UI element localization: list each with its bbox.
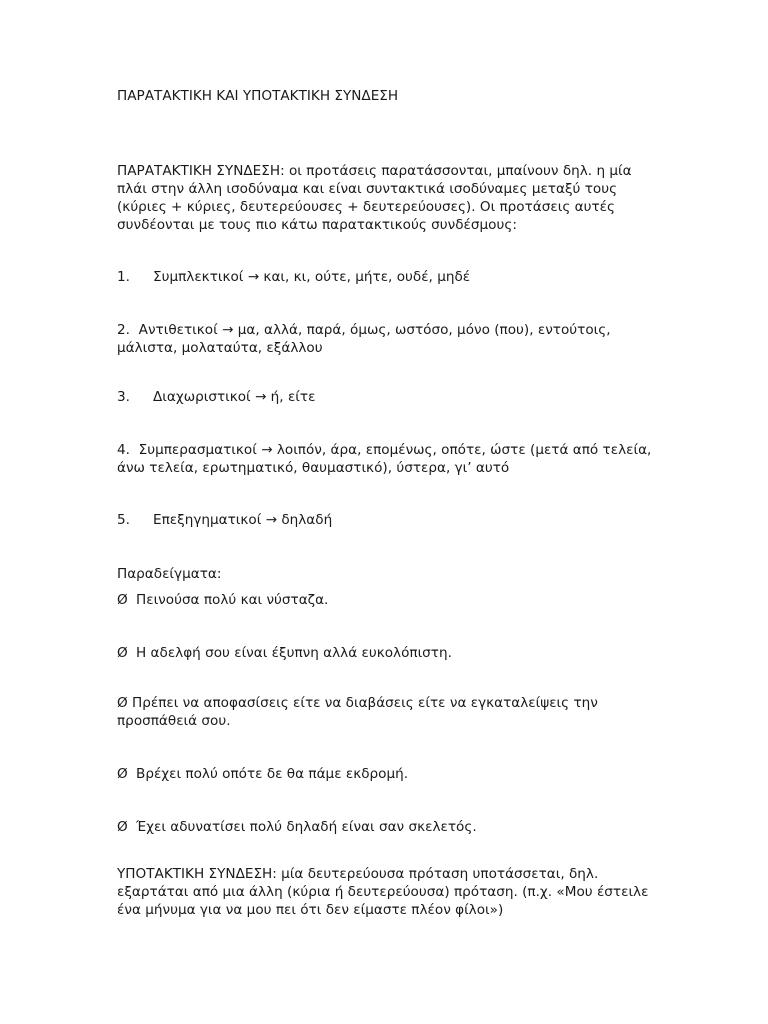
category-item-1	[117, 268, 652, 286]
bullet-arrow-icon: Ø	[117, 645, 128, 661]
bullet-arrow-icon: Ø	[117, 592, 128, 608]
example-item-2	[117, 644, 652, 662]
example-text: Βρέχει πολύ οπότε δε θα πάμε εκδρομή.	[136, 766, 409, 782]
example-item-3	[117, 694, 652, 730]
category-text: Αντιθετικοί → μα, αλλά, παρά, όμως, ωστόσο, μόνο (που), εντούτοις, μάλιστα, μολαταύτα, εξάλλου	[117, 322, 611, 356]
example-item-1	[117, 591, 652, 609]
category-item-5	[117, 511, 652, 529]
example-text: Πρέπει να αποφασίσεις είτε να διαβάσεις είτε να εγκαταλείψεις την προσπάθειά σου.	[117, 695, 598, 729]
category-text: Συμπερασματικοί → λοιπόν, άρα, επομένως, οπότε, ώστε (μετά από τελεία, άνω τελεία, ερωτηματικό, θαυμαστικό), ύστερα, γι’ αυτό	[117, 442, 652, 476]
category-number: 2.	[117, 322, 130, 338]
subordinate-text: ΥΠΟΤΑΚΤΙΚΗ ΣΥΝΔΕΣΗ: μία δευτερεύουσα πρόταση υποτάσσεται, δηλ. εξαρτάται από μια άλλη (κύρια ή δευτερεύουσα) πρόταση. (π.χ. «Μου έστειλε ένα μήνυμα για να μου πει ότι δεν είμαστε πλέον φίλοι»)	[117, 866, 649, 918]
category-item-2	[117, 321, 652, 357]
category-item-3	[117, 388, 652, 406]
examples-heading-text: Παραδείγματα:	[117, 566, 222, 582]
subordinate-paragraph	[117, 865, 652, 919]
category-item-4	[117, 441, 652, 477]
category-number: 5.	[117, 512, 130, 528]
intro-paragraph	[117, 162, 652, 234]
category-text: Συμπλεκτικοί → και, κι, ούτε, μήτε, ουδέ, μηδέ	[153, 269, 471, 285]
document-title	[117, 87, 652, 105]
example-text: Έχει αδυνατίσει πολύ δηλαδή είναι σαν σκελετός.	[136, 819, 477, 835]
example-text: Πεινούσα πολύ και νύσταζα.	[136, 592, 329, 608]
category-number: 3.	[117, 389, 130, 405]
category-number: 1.	[117, 269, 130, 285]
examples-heading	[117, 565, 652, 583]
bullet-arrow-icon: Ø	[117, 695, 128, 711]
example-text: Η αδελφή σου είναι έξυπνη αλλά ευκολόπιστη.	[136, 645, 452, 661]
category-text: Επεξηγηματικοί → δηλαδή	[153, 512, 333, 528]
category-text: Διαχωριστικοί → ή, είτε	[153, 389, 316, 405]
title-text: ΠΑΡΑΤΑΚΤΙΚΗ ΚΑΙ ΥΠΟΤΑΚΤΙΚΗ ΣΥΝΔΕΣΗ	[117, 88, 399, 104]
bullet-arrow-icon: Ø	[117, 819, 128, 835]
bullet-arrow-icon: Ø	[117, 766, 128, 782]
intro-text: ΠΑΡΑΤΑΚΤΙΚΗ ΣΥΝΔΕΣΗ: οι προτάσεις παρατάσσονται, μπαίνουν δηλ. η μία πλάι στην άλλη ισοδύναμα και είναι συντακτικά ισοδύναμες μεταξύ τους (κύριες + κύριες, δευτερεύουσες + δευτερεύουσες). Οι προτάσεις αυτές συνδέονται με τους πιο κάτω παρατακτικούς συνδέσμους:	[117, 163, 632, 233]
example-item-4	[117, 765, 652, 783]
category-number: 4.	[117, 442, 130, 458]
example-item-5	[117, 818, 652, 836]
